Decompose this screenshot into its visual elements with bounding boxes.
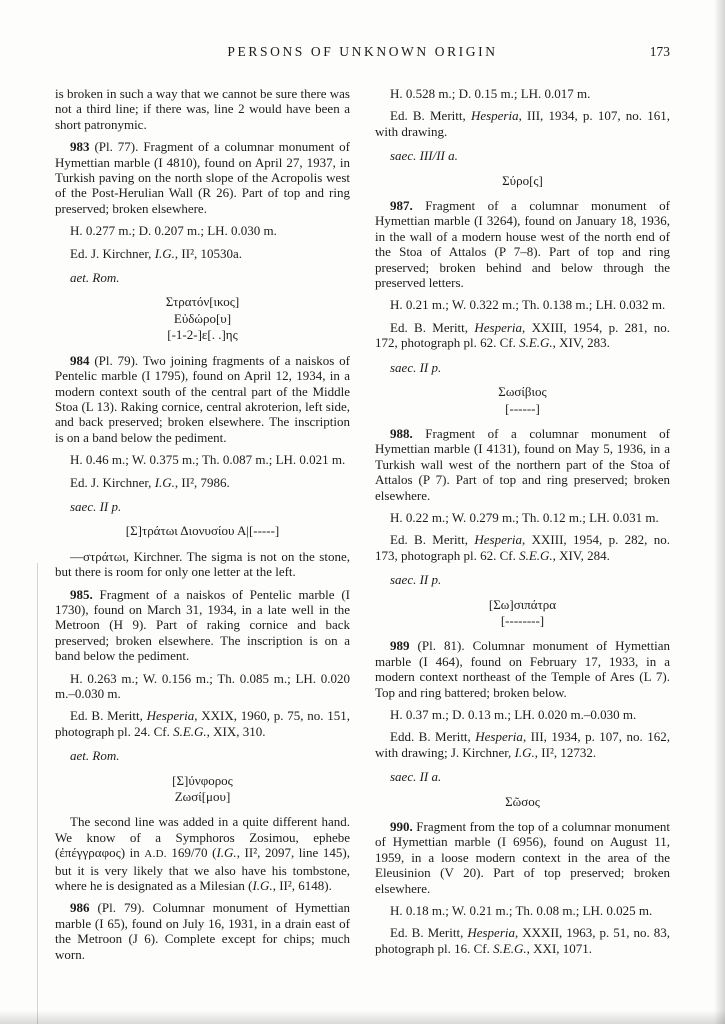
text-run: Ed. J. Kirchner, [70, 245, 155, 261]
entry-983-measurements [55, 223, 350, 238]
text-run: Hesperia [146, 708, 195, 724]
entry-987-edition [375, 320, 670, 351]
text-run: , II², 2097, line 145), but it is very likely that we also have his tombstone, where he is designated as a Milesian ( [55, 845, 350, 894]
greek-line: Ζωσί[μου] [174, 789, 231, 805]
continuation-paragraph [55, 86, 350, 132]
text-run: , XXIX, 1960, p. 75, no. 151, photograph pl. 24. Cf. [55, 708, 351, 739]
text-run: 985. [70, 586, 93, 602]
text-run: , XIX, 310. [206, 723, 266, 739]
entry-984-edition [55, 475, 350, 490]
text-run: saec. II p. [70, 498, 122, 514]
text-run: Ed. J. Kirchner, [70, 474, 155, 490]
text-run: 986 [70, 900, 90, 916]
greek-line: Εὐδώρο[υ] [173, 310, 232, 326]
entry-986-heading [55, 900, 350, 962]
page-edge-bottom [0, 1010, 725, 1024]
text-run: I.G. [216, 845, 237, 861]
entry-983-inscription [55, 294, 350, 343]
page-edge-right [714, 0, 725, 1024]
text-run: I.G. [154, 474, 175, 490]
text-run: S.E.G. [493, 940, 527, 956]
text-run: , III, 1934, p. 107, no. 162, with drawing; J. Kirchner, [375, 729, 670, 760]
text-run: , XIV, 284. [552, 547, 610, 563]
entry-989-inscription [375, 794, 670, 810]
entry-984-commentary [55, 549, 350, 580]
text-run: 984 [70, 352, 90, 368]
text-run: is broken in such a way that we cannot be sure there was not a third line; if there was, line 2 would have been a short patronymic. [55, 86, 350, 132]
greek-line: [Σ]τράτωι Διονυσίου Α|[-----] [125, 523, 280, 539]
text-run: Hesperia [470, 108, 519, 124]
entry-986-edition [375, 108, 670, 139]
text-run: , XIV, 283. [552, 335, 610, 351]
text-run: Ed. B. Meritt, [390, 925, 468, 941]
greek-line: Σῶσος [505, 793, 540, 809]
greek-line: [------] [505, 400, 540, 416]
text-run: , II², 12732. [534, 744, 597, 760]
text-run: S.E.G. [173, 723, 207, 739]
text-run: H. 0.528 m.; D. 0.15 m.; LH. 0.017 m. [390, 86, 591, 101]
text-run: Ed. B. Meritt, [390, 108, 471, 124]
text-run: Hesperia [475, 729, 523, 745]
page-number: 173 [649, 44, 670, 59]
text-run: The second line was added in a quite different hand. We know of a Symphoros Zosimou, ephebe (ἐπέγγραφος) in [55, 814, 350, 861]
text-run: Fragment of a columnar monument of Hymettian marble (I 4131), found on May 5, 1936, in a Turkish wall west of the northern part of the Stoa of Attalos (P 7). Part of top and ring preserved; broken elsewhere. [375, 425, 670, 503]
entry-986-measurements [375, 86, 670, 101]
entry-987-inscription [375, 384, 670, 417]
greek-line: [Σω]σιπάτρα [488, 596, 557, 612]
text-run: saec. II a. [390, 769, 442, 785]
entry-984-measurements [55, 452, 350, 467]
text-run: (Pl. 81). Columnar monument of Hymettian marble (I 464), found on February 17, 1933, in a modern context northeast of the Temple of Ares (L 7). Top and ring battered; broken below. [375, 638, 670, 700]
entry-985-heading [55, 587, 350, 664]
text-run: saec. II p. [390, 359, 442, 375]
text-run: I.G. [514, 744, 535, 760]
text-run: aet. Rom. [70, 270, 120, 286]
entry-987-heading [375, 198, 670, 290]
text-run: 988. [390, 425, 413, 441]
text-run: H. 0.22 m.; W. 0.279 m.; Th. 0.12 m.; LH. 0.031 m. [390, 509, 659, 525]
entry-989-edition [375, 729, 670, 760]
greek-line: Στρατόν[ικος] [165, 294, 240, 310]
text-run: H. 0.277 m.; D. 0.207 m.; LH. 0.030 m. [70, 223, 277, 239]
greek-line: [-1-2-]ε[. .]ης [167, 327, 238, 343]
entry-989-date [375, 769, 670, 784]
entry-988-date [375, 572, 670, 587]
entry-986-date [375, 148, 670, 163]
column-left [55, 86, 350, 969]
text-run: S.E.G. [519, 547, 553, 563]
entry-986-inscription [375, 173, 670, 189]
greek-line: [--------] [500, 612, 545, 628]
entry-985-inscription [55, 773, 350, 806]
entry-990-measurements [375, 903, 670, 918]
page-gutter-shadow [37, 563, 38, 1024]
text-run: H. 0.46 m.; W. 0.375 m.; Th. 0.087 m.; LH. 0.021 m. [70, 452, 346, 468]
greek-line: Σύρο[ς] [502, 172, 543, 188]
text-run: Hesperia [467, 925, 515, 941]
entry-985-measurements [55, 671, 350, 702]
text-run: (Pl. 79). Columnar monument of Hymettian marble (I 65), found on July 16, 1931, in a drain east of the Metroon (J 6). Complete except for chips; much worn. [55, 900, 350, 962]
text-run: Ed. B. Meritt, [390, 319, 475, 335]
text-run: 983 [70, 139, 90, 155]
text-run: H. 0.263 m.; W. 0.156 m.; Th. 0.085 m.; LH. 0.020 m.–0.030 m. [55, 670, 350, 701]
text-run: Hesperia [474, 532, 523, 548]
text-run: A.D. [144, 848, 167, 861]
text-run: H. 0.18 m.; W. 0.21 m.; Th. 0.08 m.; LH. 0.025 m. [390, 903, 653, 919]
text-run: I.G. [154, 245, 175, 261]
text-run: , XXIII, 1954, p. 281, no. 172, photograph pl. 62. Cf. [375, 319, 670, 351]
entry-989-measurements [375, 707, 670, 722]
entry-988-measurements [375, 510, 670, 525]
text-run: , III, 1934, p. 107, no. 161, with drawing. [375, 108, 670, 139]
entry-985-commentary [55, 814, 350, 893]
entry-985-date [55, 748, 350, 763]
entry-989-heading [375, 638, 670, 700]
text-run: Fragment of a naiskos of Pentelic marble (I 1730), found on March 31, 1934, in a late well in the Metroon (H 9). Part of raking cornice and back preserved; broken elsewhere. The inscription is on a band below the pediment. [55, 586, 350, 664]
text-run: Edd. B. Meritt, [390, 729, 476, 745]
text-run: 169/70 ( [166, 845, 217, 861]
text-run: , II², 7986. [174, 474, 230, 490]
text-run: saec. III/II a. [390, 148, 458, 164]
entry-988-heading [375, 426, 670, 503]
column-right [375, 86, 670, 969]
entry-984-date [55, 499, 350, 514]
text-run: ––στράτωι, Kirchner. The sigma is not on the stone, but there is room for only one letter at the left. [55, 548, 350, 580]
text-run: , XXIII, 1954, p. 282, no. 173, photograph pl. 62. Cf. [375, 532, 670, 563]
entry-987-measurements [375, 297, 670, 312]
text-run: Hesperia [474, 319, 523, 335]
greek-line: [Σ]ύνφορος [172, 772, 233, 788]
page-header [55, 44, 670, 62]
text-run: 989 [390, 638, 410, 654]
entry-990-edition [375, 925, 670, 956]
text-run: 990. [390, 819, 413, 835]
text-run: Ed. B. Meritt, [70, 708, 147, 724]
text-run: aet. Rom. [70, 748, 120, 764]
text-run: Fragment from the top of a columnar monument of Hymettian marble (I 6956), found on August 11, 1959, in a loose modern context in the area of the Eleusinion (V 20). Part of top preserved; broken elsewhere. [375, 819, 670, 896]
entry-987-date [375, 360, 670, 375]
entry-985-edition [55, 708, 350, 739]
text-run: S.E.G. [519, 335, 553, 351]
entry-983-edition [55, 246, 350, 261]
two-column-text [55, 86, 670, 969]
text-run: , II², 10530a. [174, 245, 242, 261]
text-run: Fragment of a columnar monument of Hymettian marble (I 3264), found on January 18, 1936, in the wall of a modern house west of the north end of the Stoa of Attalos (P 7–8). Part of top and ring preserved; broken behind and below through the preserved letters. [375, 198, 670, 291]
text-run: , XXI, 1071. [526, 940, 593, 956]
entry-988-inscription [375, 597, 670, 630]
running-head: PERSONS OF UNKNOWN ORIGIN [227, 44, 498, 59]
text-run: saec. II p. [390, 572, 442, 588]
entry-984-heading [55, 353, 350, 445]
text-run: Ed. B. Meritt, [390, 532, 475, 548]
text-run: , II², 6148). [272, 878, 332, 894]
entry-988-edition [375, 532, 670, 563]
text-run: H. 0.21 m.; W. 0.322 m.; Th. 0.138 m.; LH. 0.032 m. [390, 297, 666, 313]
entry-983-heading [55, 139, 350, 216]
text-run: (Pl. 79). Two joining fragments of a naiskos of Pentelic marble (I 1795), found on April 12, 1934, in a modern context south of the central part of the Middle Stoa (L 13). Raking cornice, central akroterion, left side, and back preserved; broken elsewhere. The inscription is on a band below the pediment. [55, 352, 350, 445]
text-run: , XXXII, 1963, p. 51, no. 83, photograph pl. 16. Cf. [375, 925, 670, 956]
text-run: H. 0.37 m.; D. 0.13 m.; LH. 0.020 m.–0.030 m. [390, 707, 637, 722]
entry-984-inscription [55, 523, 350, 539]
text-run: I.G. [252, 878, 273, 894]
entry-983-date [55, 270, 350, 285]
entry-990-heading [375, 819, 670, 896]
greek-line: Σωσίβιος [498, 384, 547, 400]
text-run: 987. [390, 198, 413, 214]
text-run: (Pl. 77). Fragment of a columnar monument of Hymettian marble (I 4810), found on April 27, 1937, in Turkish paving on the north slope of the Acropolis west of the Post-Herulian Wall (R 26). Part of top and ring preserved; broken elsewhere. [55, 139, 350, 216]
